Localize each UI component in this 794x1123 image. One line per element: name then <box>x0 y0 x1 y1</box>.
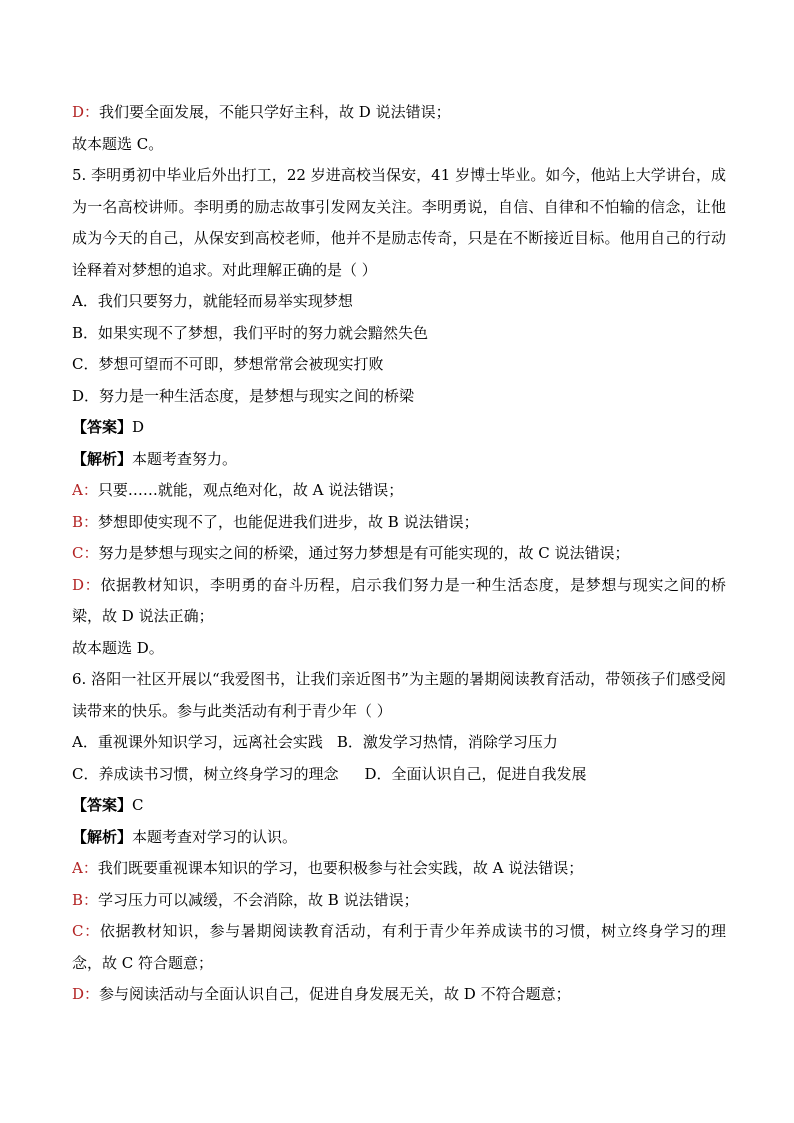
answer-label: 【答案】 <box>72 418 133 436</box>
option-prefix: B： <box>72 890 99 909</box>
q6-explanation-b <box>72 885 726 917</box>
q6-option-b: B．激发学习热情，消除学习压力 <box>336 733 558 751</box>
q5-answer <box>72 412 726 444</box>
answer-value: D <box>132 418 145 436</box>
option-prefix: D： <box>72 103 100 121</box>
q6-option-d: D．全面认识自己，促进自我发展 <box>364 764 587 783</box>
q5-explanation-c <box>72 538 726 570</box>
explanation-text: 只要……就能，观点绝对化，故 A 说法错误； <box>97 481 404 499</box>
q5-stem: 5. 李明勇初中毕业后外出打工，22 岁进高校当保安，41 岁博士毕业。如今，他站上大学讲台，成为一名高校讲师。李明勇的励志故事引发网友关注。李明勇说，自信、自律和不怕输的信念，让他成为今天的自己，从保安到高校老师，他并不是励志传奇，只是在不断接近目标。他用自己的行动诠释着对梦想的追求。对此理解正确的是（ ） <box>72 166 726 279</box>
analysis-label: 【解析】 <box>72 827 133 846</box>
q6-explanation-d <box>72 979 726 1011</box>
q6-stem: 6. 洛阳一社区开展以“我爱图书，让我们亲近图书”为主题的暑期阅读教育活动，带领孩子们感受阅读带来的快乐。参与此类活动有利于青少年（ ） <box>72 670 726 720</box>
q5-option-d: D．努力是一种生活态度，是梦想与现实之间的桥梁 <box>72 386 415 405</box>
option-prefix: D： <box>72 985 100 1003</box>
explanation-text: 依据教材知识，参与暑期阅读教育活动，有利于青少年养成读书的习惯，树立终身学习的理念，故 C 符合题意； <box>72 922 726 972</box>
option-prefix: B： <box>72 512 99 531</box>
q6-analysis <box>72 822 726 854</box>
explanation-text: 我们要全面发展，不能只学好主科，故 D 说法错误； <box>99 103 451 121</box>
option-prefix: C： <box>72 544 99 562</box>
q4-conclusion: 故本题选 C。 <box>72 134 164 153</box>
document-page <box>72 97 726 1011</box>
q5-option-b: B．如果实现不了梦想，我们平时的努力就会黯然失色 <box>72 323 429 342</box>
answer-value: C <box>132 796 144 814</box>
q6-option-a: A．重视课外知识学习，远离社会实践 <box>72 733 323 751</box>
q5-conclusion: 故本题选 D。 <box>72 638 164 657</box>
explanation-text: 学习压力可以减缓，不会消除，故 B 说法错误； <box>98 890 419 909</box>
q6-option-c: C．养成读书习惯，树立终身学习的理念 <box>72 764 339 783</box>
q6-explanation-a <box>72 853 726 885</box>
option-prefix: C： <box>72 922 100 940</box>
analysis-label: 【解析】 <box>72 449 133 468</box>
q6-explanation-c <box>72 916 726 979</box>
explanation-text: 我们既要重视课本知识的学习，也要积极参与社会实践，故 A 说法错误； <box>97 859 584 877</box>
analysis-text: 本题考查对学习的认识。 <box>132 827 298 846</box>
q6-answer <box>72 790 726 822</box>
q5-explanation-b <box>72 507 726 539</box>
explanation-text: 梦想即使实现不了，也能促进我们进步，故 B 说法错误； <box>98 512 479 531</box>
q5-option-c: C．梦想可望而不可即，梦想常常会被现实打败 <box>72 355 384 373</box>
option-prefix: A： <box>72 859 98 877</box>
q6-options-row-2 <box>72 759 726 791</box>
q5-option-a: A．我们只要努力，就能轻而易举实现梦想 <box>72 292 353 310</box>
q5-analysis <box>72 444 726 476</box>
analysis-text: 本题考查努力。 <box>132 449 238 468</box>
answer-label: 【答案】 <box>72 796 133 814</box>
option-prefix: A： <box>72 481 98 499</box>
q5-explanation-a <box>72 475 726 507</box>
q5-explanation-d <box>72 570 726 633</box>
q4-explanation-d <box>72 97 726 129</box>
q6-options-row-1 <box>72 727 726 759</box>
option-prefix: D： <box>72 575 101 594</box>
explanation-text: 努力是梦想与现实之间的桥梁，通过努力梦想是有可能实现的，故 C 说法错误； <box>98 544 630 562</box>
explanation-text: 依据教材知识，李明勇的奋斗历程，启示我们努力是一种生活态度，是梦想与现实之间的桥梁，故 D 说法正确； <box>72 575 726 625</box>
explanation-text: 参与阅读活动与全面认识自己，促进自身发展无关，故 D 不符合题意； <box>99 985 571 1003</box>
